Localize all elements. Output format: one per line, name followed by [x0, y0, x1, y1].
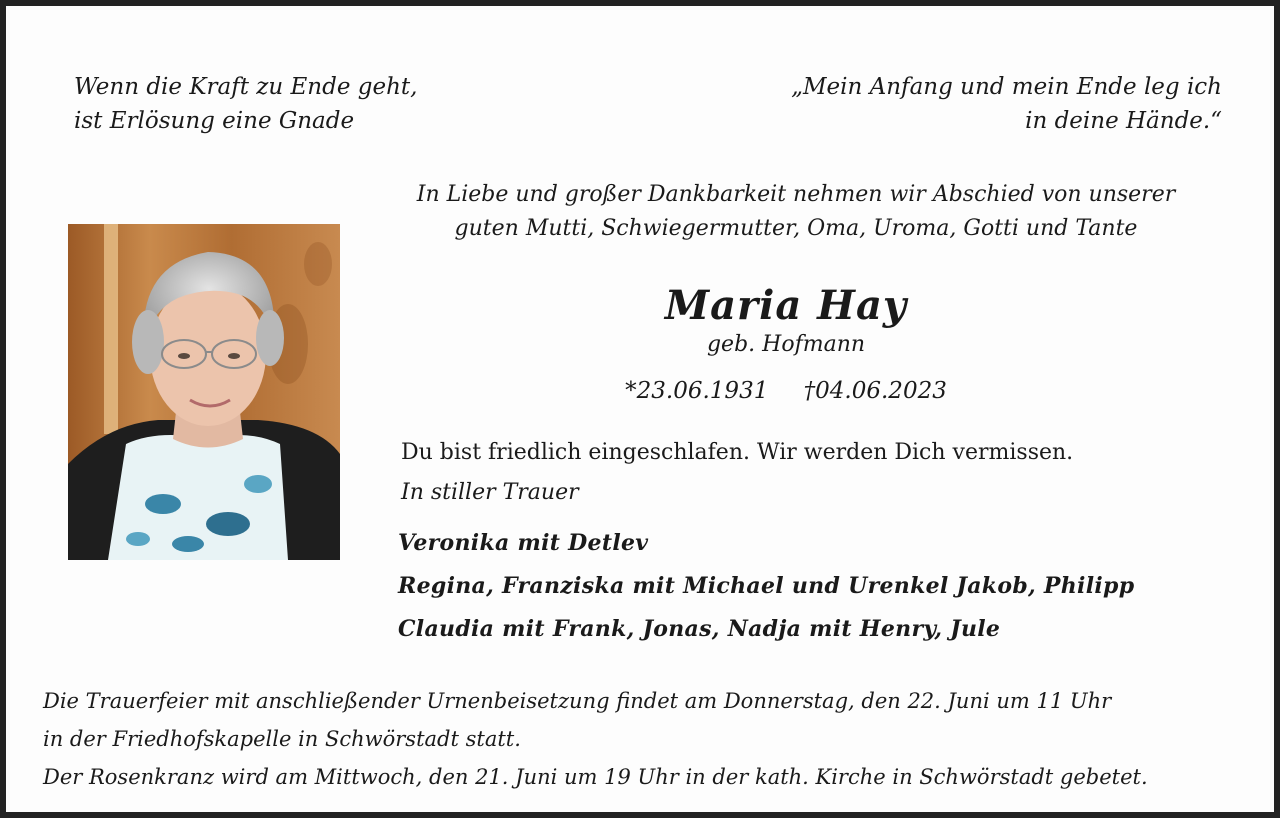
service-info: [43, 682, 1148, 796]
maiden-name: geb. Hofmann: [706, 332, 866, 357]
mourner-line: Veronika mit Detlev: [398, 530, 649, 556]
deceased-block: [486, 282, 1086, 360]
quote-left-line-1: Wenn die Kraft zu Ende geht,: [74, 74, 418, 100]
portrait-photo: [68, 224, 340, 560]
quote-left-line-2: ist Erlösung eine Gnade: [74, 108, 355, 134]
mourner-line: Regina, Franziska mit Michael und Urenkel Jakob, Philipp: [398, 573, 1135, 599]
death-date: †04.06.2023: [803, 378, 947, 404]
quote-left: [74, 70, 417, 138]
deceased-name: Maria Hay: [664, 282, 908, 329]
intro-line-2: guten Mutti, Schwiegermutter, Oma, Uroma, Gotti und Tante: [454, 216, 1138, 241]
life-dates: [486, 378, 1086, 404]
mourners-list: [398, 522, 1134, 651]
intro-text: [361, 178, 1231, 246]
quote-right-line-2: in deine Hände.“: [1025, 108, 1222, 134]
service-line-1: Die Trauerfeier mit anschließender Urnenbeisetzung findet am Donnerstag, den 22. Juni um 11 Uhr: [43, 689, 1112, 713]
mourning-label: In stiller Trauer: [401, 480, 579, 505]
quote-right: [791, 70, 1222, 138]
service-line-3: Der Rosenkranz wird am Mittwoch, den 21. Juni um 19 Uhr in der kath. Kirche in Schwörstadt gebetet.: [43, 765, 1148, 789]
birth-date: *23.06.1931: [625, 378, 769, 404]
verse-text: Du bist friedlich eingeschlafen. Wir werden Dich vermissen.: [401, 440, 1074, 465]
mourner-line: Claudia mit Frank, Jonas, Nadja mit Henry, Jule: [398, 616, 1001, 642]
service-line-2: in der Friedhofskapelle in Schwörstadt statt.: [43, 727, 521, 751]
quote-right-line-1: „Mein Anfang und mein Ende leg ich: [791, 74, 1222, 100]
intro-line-1: In Liebe und großer Dankbarkeit nehmen wir Abschied von unserer: [416, 182, 1176, 207]
